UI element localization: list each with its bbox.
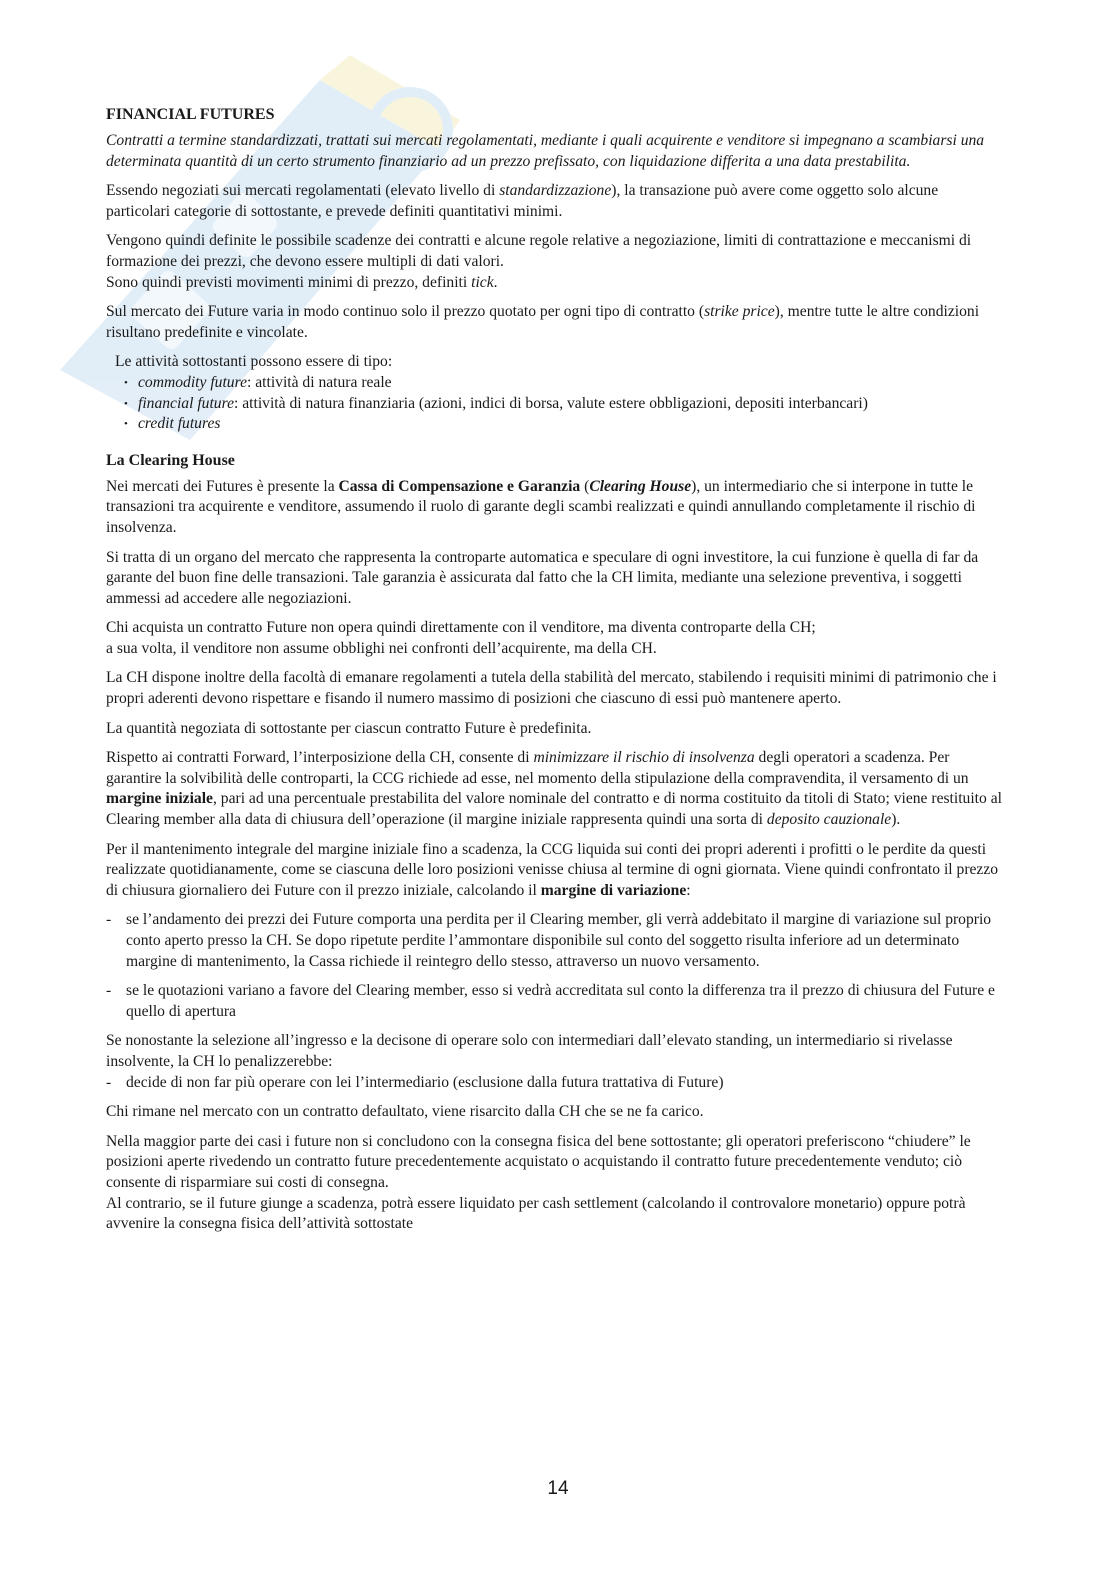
- list-item: [106, 981, 1006, 1022]
- dash-icon: -: [106, 982, 112, 1000]
- text-run: ), un intermediario che si interpone in tutte le transazioni tra acquirente e venditore, assumendo il ruolo di garante degli scambi realizzati e quindi annullando completamente il rischio di insolvenza.: [106, 477, 976, 536]
- definition-paragraph: Contratti a termine standardizzati, trattati sui mercati regolamentati, mediante i quali acquirente e venditore si impegnano a scambiarsi una determinata quantità di un certo strumento finanziario ad un prezzo prefissato, con liquidazione differita a una data prestabilita.: [106, 132, 985, 170]
- bold-italic-clearing-house: Clearing House: [589, 477, 692, 495]
- variation-list: [106, 910, 1006, 1022]
- paragraph-counterparty: Si tratta di un organo del mercato che rappresenta la controparte automatica e speculare di ogni investitore, la cui funzione è quella di far da garante del buon fine delle transazioni. Tale garanzia è assicurata dal fatto che la CH limita, mediante una selezione preventiva, i soggetti ammessi ad accedere alle negoziazioni.: [106, 548, 979, 607]
- paragraph-standardization: [106, 181, 1006, 222]
- section-title-financial-futures: FINANCIAL FUTURES: [106, 106, 275, 123]
- text-run: Essendo negoziati sui mercati regolamentati (elevato livello di: [106, 182, 500, 200]
- text-run: Per il mantenimento integrale del margine iniziale fino a scadenza, la CCG liquida sui conti dei propri aderenti i profitti o le perdite da questi realizzate quotidianamente, come se ciascuna delle loro posizioni venisse chiusa al termine di ogni giornata. Viene quindi confrontato il prezzo di chiusura giornaliero dei Future con il prezzo iniziale, calcolando il: [106, 840, 999, 899]
- paragraph-tick: [106, 273, 1006, 294]
- bullet-icon: •: [124, 418, 128, 431]
- emphasis-tick: tick: [471, 273, 494, 291]
- dash-icon: -: [106, 1073, 112, 1091]
- text-run: .: [493, 273, 498, 291]
- paragraph-buyer: Chi acquista un contratto Future non opera quindi direttamente con il venditore, ma diventa controparte della CH;: [106, 619, 816, 637]
- paragraph-seller: a sua volta, il venditore non assume obblighi nei confronti dell’acquirente, ma della CH.: [106, 639, 657, 657]
- list-item-text: decide di non far più operare con lei l’intermediario (esclusione dalla futura trattativa di Future): [126, 1073, 724, 1091]
- paragraph-cash-settlement: Al contrario, se il future giunge a scadenza, potrà essere liquidato per cash settlement (calcolando il controvalore monetario) oppure potrà avvenire la consegna fisica dell’attività sottostate: [106, 1194, 966, 1233]
- list-item: [106, 910, 1006, 972]
- text-run: degli operatori a scadenza. Per garantire la solvibilità delle controparti, la CCG richiede ad esse, nel momento della stipulazione della compravendita, il versamento di un: [106, 749, 969, 787]
- emphasis-strike-price: strike price: [704, 303, 775, 321]
- bullet-icon: •: [124, 376, 128, 389]
- text-run: (: [580, 477, 590, 495]
- paragraph-insolvency: Se nonostante la selezione all’ingresso e la decisone di operare solo con intermediari dall’elevato standing, un intermediario si rivelasse insolvente, la CH lo penalizzerebbe:: [106, 1032, 953, 1070]
- bold-margine-variazione: margine di variazione: [540, 881, 687, 899]
- text-run: ).: [891, 811, 901, 829]
- document-body: [106, 105, 1006, 1244]
- text-run: Sono quindi previsti movimenti minimi di prezzo, definiti: [106, 273, 472, 291]
- list-item-desc: : attività di natura reale: [247, 373, 392, 391]
- paragraph-closing-positions: Nella maggior parte dei casi i future non si concludono con la consegna fisica del bene sottostante; gli operatori preferiscono “chiudere” le posizioni aperte rivedendo un contratto future precedentemente acquistato o acquistando il contratto future precedentemente venduto; ciò consente di risparmiare sui costi di consegna.: [106, 1132, 971, 1191]
- list-item: [106, 394, 1006, 415]
- list-item-term: financial future: [138, 394, 235, 412]
- paragraph-ccg-intro: [106, 477, 1006, 539]
- list-item: [106, 414, 1006, 435]
- text-run: Rispetto ai contratti Forward, l’interposizione della CH, consente di: [106, 749, 534, 767]
- list-item-text: se le quotazioni variano a favore del Clearing member, esso si vedrà accreditata sul conto la differenza tra il prezzo di chiusura del Future e quello di apertura: [126, 982, 995, 1020]
- list-item-text: se l’andamento dei prezzi dei Future comporta una perdita per il Clearing member, gli verrà addebitato il margine di variazione sul proprio conto aperto presso la CH. Se dopo ripetute perdite l’ammontare disponibile sul conto del soggetto risulta inferiore ad un determinato margine di mantenimento, la Cassa richiede il reintegro dello stesso, attraverso un nuovo versamento.: [126, 911, 992, 970]
- bold-cassa-compensazione: Cassa di Compensazione e Garanzia: [338, 477, 581, 495]
- list-item: [106, 373, 1006, 394]
- paragraph-initial-margin: [106, 748, 1006, 830]
- paragraph-quantity: La quantità negoziata di sottostante per ciascun contratto Future è predefinita.: [106, 719, 592, 737]
- paragraph-strike-price: [106, 302, 1006, 343]
- dash-icon: -: [106, 911, 112, 929]
- paragraph-expiry-rules: Vengono quindi definite le possibile scadenze dei contratti e alcune regole relative a negoziazione, limiti di contrattazione e meccanismi di formazione dei prezzi, che devono essere multipli di dati valori.: [106, 232, 972, 270]
- list-item-term: commodity future: [138, 373, 247, 391]
- paragraph-variation-margin: [106, 840, 1006, 902]
- emphasis-deposito-cauzionale: deposito cauzionale: [766, 811, 892, 829]
- page-number: 14: [547, 1478, 569, 1499]
- list-item: [106, 1073, 1006, 1094]
- underlying-list: [106, 373, 1006, 435]
- emphasis-insolvency-risk: minimizzare il rischio di insolvenza: [533, 749, 755, 767]
- paragraph-regulations: La CH dispone inoltre della facoltà di emanare regolamenti a tutela della stabilità del mercato, stabilendo i requisiti minimi di patrimonio che i propri aderenti devono rispettare e fisando il numero massimo di posizioni che ciascuno di essi può mantenere aperto.: [106, 669, 997, 708]
- section-title-clearing-house: La Clearing House: [106, 451, 235, 469]
- underlying-list-lead: Le attività sottostanti possono essere di tipo:: [115, 353, 393, 371]
- text-run: Sul mercato dei Future varia in modo continuo solo il prezzo quotato per ogni tipo di contratto (: [106, 303, 705, 321]
- emphasis-standardizzazione: standardizzazione: [499, 182, 612, 200]
- text-run: Nei mercati dei Futures è presente la: [106, 477, 339, 495]
- penalty-list: [106, 1073, 1006, 1094]
- paragraph-default-compensation: Chi rimane nel mercato con un contratto defaultato, viene risarcito dalla CH che se ne fa carico.: [106, 1103, 704, 1121]
- text-run: , pari ad una percentuale prestabilita del valore nominale del contratto e di norma costituito da titoli di Stato; viene restituito al Clearing member alla data di chiusura dell’operazione (il margine iniziale rappresenta quindi una sorta di: [106, 790, 1002, 829]
- list-item-term: credit futures: [138, 415, 221, 433]
- bullet-icon: •: [124, 397, 128, 410]
- bold-margine-iniziale: margine iniziale: [106, 790, 213, 808]
- text-run: ), mentre tutte le altre condizioni risultano predefinite e vincolate.: [106, 303, 980, 341]
- text-run: :: [686, 881, 691, 899]
- list-item-desc: : attività di natura finanziaria (azioni, indici di borsa, valute estere obbligazioni, depositi interbancari): [234, 394, 868, 412]
- text-run: ), la transazione può avere come oggetto solo alcune particolari categorie di sottostante, e prevede definiti quantitativi minimi.: [106, 182, 939, 220]
